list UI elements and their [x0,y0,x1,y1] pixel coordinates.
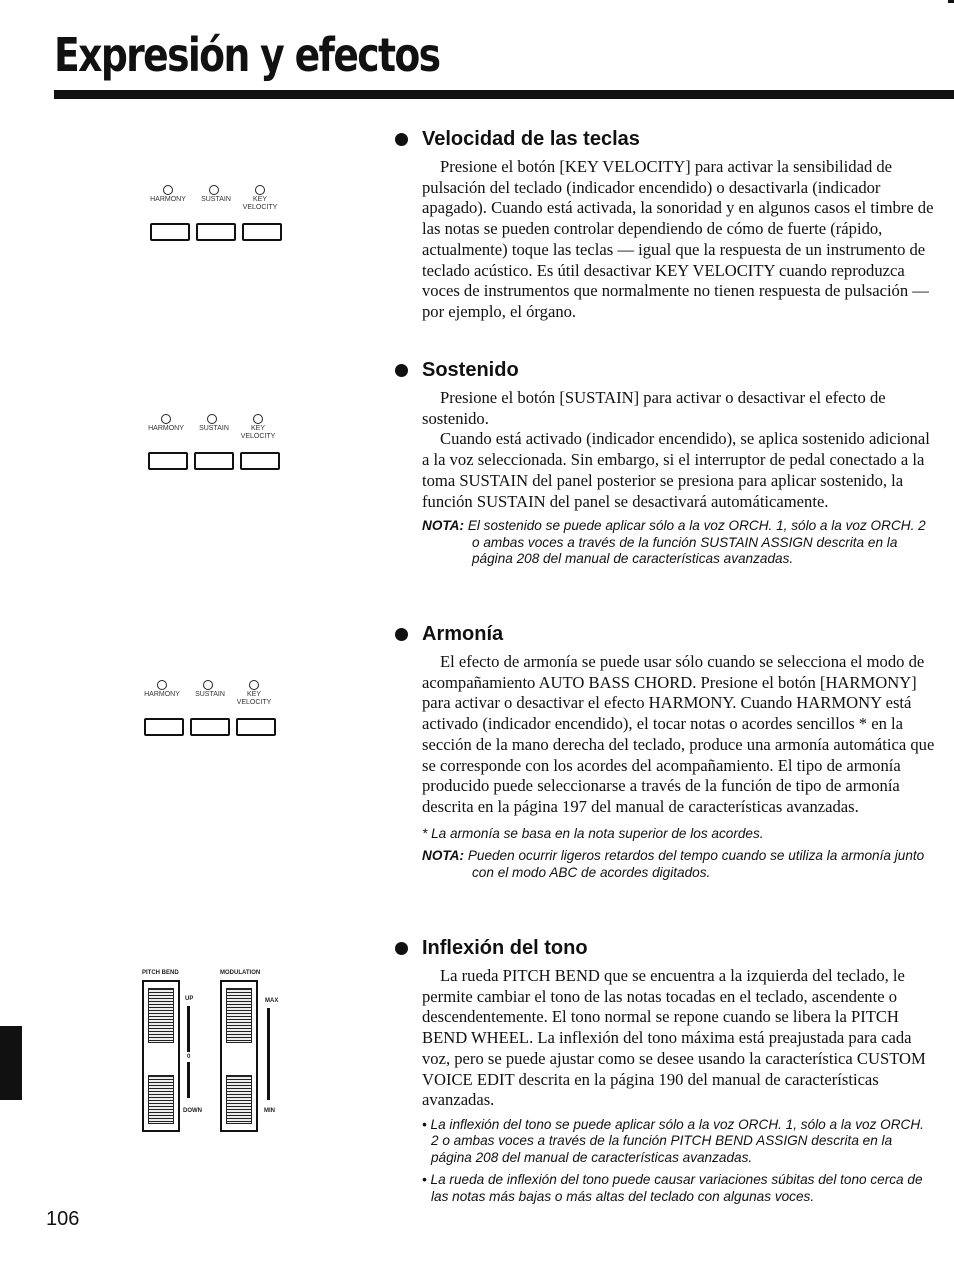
body-paragraph: Presione el botón [KEY VELOCITY] para activar la sensibilidad de pulsación del teclado (indicador encendido) o desactivarla (indicador apagado). Cuando está activada, la sonoridad y en algunos casos el timbre de las notas se pueden controlar dependiendo de cómo de fuerte (rápido, actualmente) toque las teclas — igual que la respuesta de un instrumento de teclado acústico. Es útil desactivar KEY VELOCITY cuando reproduzca voces de instrumentos que normalmente no tienen respuesta de pulsación — por ejemplo, el órgano. [422,157,934,321]
panel-illustration-harmony [140,680,290,750]
sustain-label: SUSTAIN [195,691,225,698]
harmony-button [150,223,190,241]
body-paragraph: Cuando está activado (indicador encendido), se aplica sostenido adicional a la voz seleccionada. Sin embargo, si el interruptor de pedal conectado a la toma SUSTAIN del panel posterior se presiona para aplicar sostenido, la función SUSTAIN del panel se desactivará automáticamente. [422,429,930,511]
key-velocity-label: KEY VELOCITY [242,196,278,211]
note [422,848,935,881]
page-corner-mark [948,0,954,3]
body-paragraph: El efecto de armonía se puede usar sólo cuando se selecciona el modo de acompañamiento AUTO BASS CHORD. Presione el botón [HARMONY] para activar o desactivar el efecto HARMONY. Cuando HARMONY está activado (indicador encendido), el tocar notas o acordes sencillos * en la sección de la mano derecha del teclado, produce una armonía automática que se corresponde con los acordes del acompañamiento. El tipo de armonía producido puede seleccionarse a través de la función de tipo de armonía descrita en la página 197 del manual de características avanzadas. [422,652,935,816]
key-velocity-label: KEY VELOCITY [240,425,276,440]
harmony-button [148,452,188,470]
note-text: El sostenido se puede aplicar sólo a la voz ORCH. 1, sólo a la voz ORCH. 2 o ambas voces a través de la función SUSTAIN ASSIGN descrita en la página 208 del manual de características avanzadas. [467,518,926,567]
title-rule [54,90,954,99]
note-label: NOTA: [422,848,465,864]
harmony-label: HARMONY [150,196,186,203]
panel-illustration-velocity [146,185,296,255]
harmony-label: HARMONY [144,691,180,698]
section-harmony [395,623,935,881]
sustain-led [203,680,213,690]
page-title: Expresión y efectos [54,28,440,82]
pitch-up-arrow [187,1006,190,1052]
down-label: DOWN [183,1108,202,1114]
sustain-button [194,452,234,470]
note-text: Pueden ocurrir ligeros retardos del tempo cuando se utiliza la armonía junto con el modo ABC de acordes digitados. [467,848,925,880]
heading-text: Velocidad de las teclas [422,128,640,150]
bullet-icon [395,942,408,955]
key-velocity-led [253,414,263,424]
sustain-label: SUSTAIN [201,196,231,203]
section-sustain [395,359,935,568]
up-label: UP [185,996,194,1002]
body-paragraph: Presione el botón [SUSTAIN] para activar o desactivar el efecto de sostenido. [422,388,886,428]
modulation-arrow [267,1008,270,1100]
bullet-icon [395,133,408,146]
zero-label: 0 [187,1054,191,1060]
heading-text: Sostenido [422,359,519,381]
harmony-led [161,414,171,424]
sustain-led [209,185,219,195]
pitch-bend-wheel [142,980,180,1132]
modulation-label: MODULATION [220,970,261,976]
harmony-label: HARMONY [148,425,184,432]
note-label: NOTA: [422,518,465,534]
heading-text: Inflexión del tono [422,937,588,959]
key-velocity-led [255,185,265,195]
panel-illustration-sustain [144,414,294,484]
section-heading [395,623,935,646]
sustain-label: SUSTAIN [199,425,229,432]
max-label: MAX [265,998,279,1004]
body-paragraph: La rueda PITCH BEND que se encuentra a la izquierda del teclado, le permite cambiar el tono de las notas tocadas en el teclado, ascendente o descendentemente. El tono normal se repone cuando se libera la PITCH BEND WHEEL. La inflexión del tono máxima está preajustada para cada voz, pero se puede ajustar como se desee usando la característica CUSTOM VOICE EDIT descrita en la página 190 del manual de características avanzadas. [422,966,926,1110]
section-heading [395,937,935,960]
sustain-button [190,718,230,736]
pitch-bend-label: PITCH BEND [142,970,179,976]
key-velocity-led [249,680,259,690]
min-label: MIN [264,1108,275,1114]
key-velocity-label: KEY VELOCITY [236,691,272,706]
bullet-icon [395,628,408,641]
section-pitch-bend [395,937,935,1205]
harmony-led [157,680,167,690]
note [422,518,935,568]
footnote: * La armonía se basa en la nota superior de los acordes. [422,825,764,841]
sustain-button [196,223,236,241]
modulation-wheel [220,980,258,1132]
heading-text: Armonía [422,623,504,645]
harmony-led [163,185,173,195]
section-key-velocity [395,128,935,323]
key-velocity-button [240,452,280,470]
pitch-down-arrow [187,1062,190,1098]
harmony-button [144,718,184,736]
page-number: 106 [46,1208,80,1230]
bullet-icon [395,364,408,377]
chapter-tab [0,1026,22,1100]
bullet-note: • La rueda de inflexión del tono puede causar variaciones súbitas del tono cerca de las notas más bajas o más altas del teclado con algunas voces. [422,1172,923,1204]
section-heading [395,359,935,382]
key-velocity-button [236,718,276,736]
section-heading [395,128,935,151]
sustain-led [207,414,217,424]
wheels-illustration [138,968,298,1138]
bullet-note: • La inflexión del tono se puede aplicar sólo a la voz ORCH. 1, sólo a la voz ORCH. 2 o ambas voces a través de la función PITCH BEND ASSIGN descrita en la página 208 del manual de características avanzadas. [422,1116,924,1165]
key-velocity-button [242,223,282,241]
